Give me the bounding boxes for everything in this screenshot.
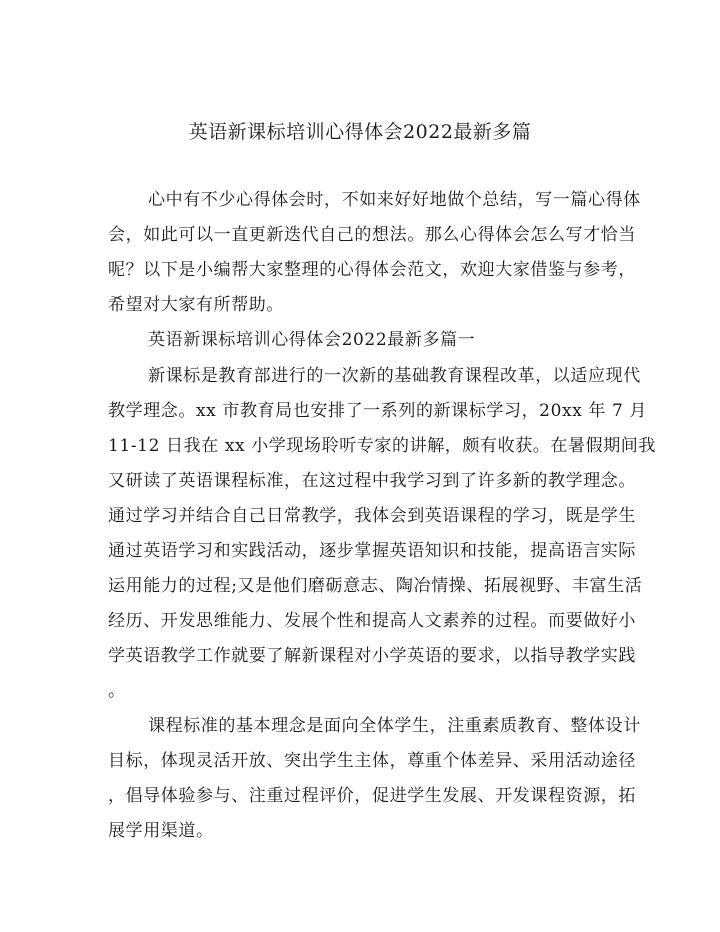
paragraph-line: 经历、开发思维能力、发展个性和提高人文素养的过程。而要做好小 [108, 611, 636, 631]
paragraph-line: 教学理念。xx 市教育局也安排了一系列的新课标学习，20xx 年 7 月 [108, 401, 648, 421]
paragraph-line: 会，如此可以一直更新迭代自己的想法。那么心得体会怎么写才恰当 [108, 225, 636, 245]
paragraph-line: 目标，体现灵活开放、突出学生主体，尊重个体差异、采用活动途径 [108, 751, 636, 771]
paragraph-line: 11-12 日我在 xx 小学现场聆听专家的讲解，颇有收获。在暑假期间我 [108, 436, 656, 456]
paragraph-line: 运用能力的过程;又是他们磨砺意志、陶冶情操、拓展视野、丰富生活 [108, 576, 643, 596]
paragraph-line: 新课标是教育部进行的一次新的基础教育课程改革，以适应现代 [148, 366, 641, 386]
section-heading: 英语新课标培训心得体会2022最新多篇一 [148, 330, 476, 350]
paragraph-line: 通过学习并结合自己日常教学，我体会到英语课程的学习，既是学生 [108, 506, 636, 526]
paragraph-line: 。 [108, 681, 126, 701]
paragraph-line: 又研读了英语课程标准，在这过程中我学习到了许多新的教学理念。 [108, 471, 636, 491]
paragraph-line: 通过英语学习和实践活动，逐步掌握英语知识和技能，提高语言实际 [108, 541, 636, 561]
paragraph-line: 呢？以下是小编帮大家整理的心得体会范文，欢迎大家借鉴与参考， [108, 260, 636, 280]
paragraph-line: 心中有不少心得体会时，不如来好好地做个总结，写一篇心得体 [148, 190, 641, 210]
paragraph-line: 课程标准的基本理念是面向全体学生，注重素质教育、整体设计 [148, 716, 641, 736]
paragraph-line: 展学用渠道。 [108, 821, 214, 841]
paragraph-line: 希望对大家有所帮助。 [108, 295, 284, 315]
document-title: 英语新课标培训心得体会2022最新多篇 [188, 121, 532, 143]
paragraph-line: ，倡导体验参与、注重过程评价，促进学生发展、开发课程资源，拓 [108, 786, 636, 806]
paragraph-line: 学英语教学工作就要了解新课程对小学英语的要求，以指导教学实践 [108, 646, 636, 666]
